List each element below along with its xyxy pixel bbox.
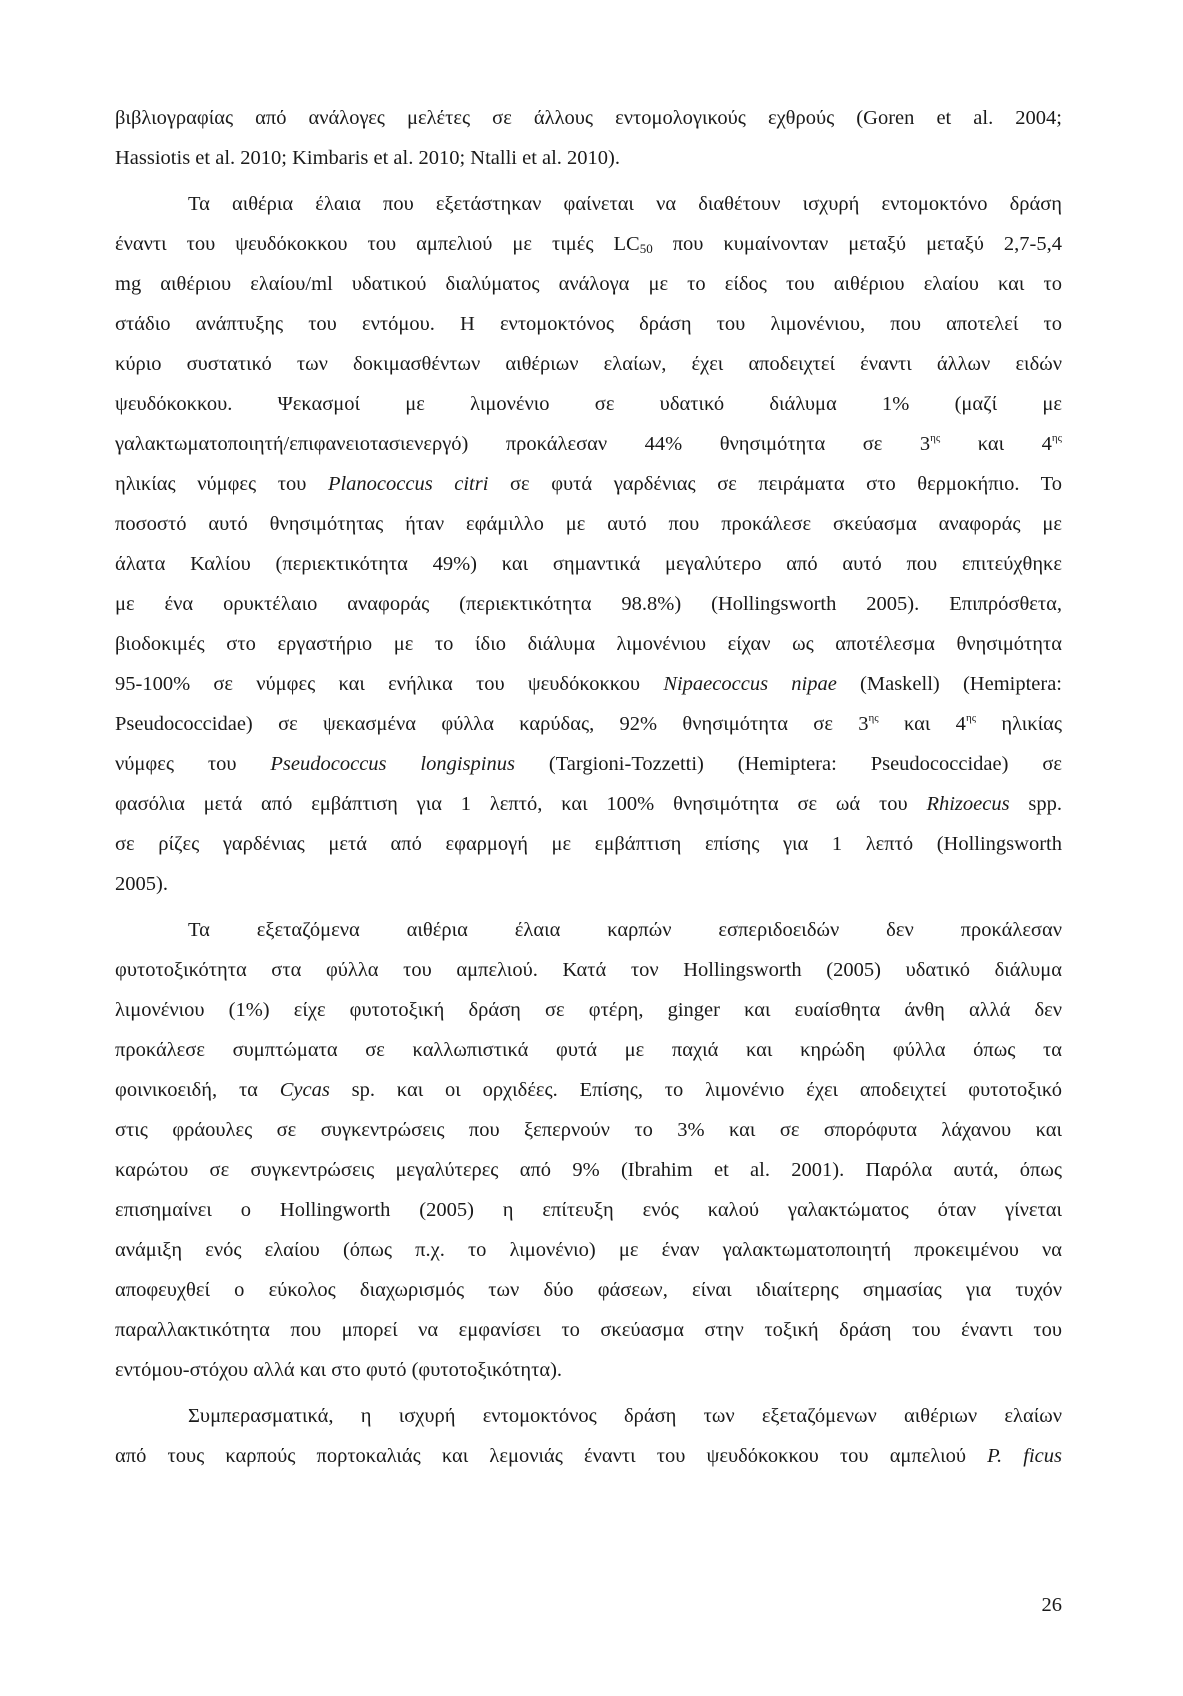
text-line: βιβλιογραφίας από ανάλογες μελέτες σε άλλους εντομολογικούς εχθρούς (Goren et al. 2004;: [115, 107, 1062, 129]
text-line: ηλικίας νύμφες του Planococcus citri σε φυτά γαρδένιας σε πειράματα στο θερμοκήπιο. Το: [115, 473, 1062, 495]
paragraph-start-line: Τα εξεταζόμενα αιθέρια έλαια καρπών εσπεριδοειδών δεν προκάλεσαν: [188, 919, 1062, 941]
text-line: βιοδοκιμές στο εργαστήριο με το ίδιο διάλυμα λιμονένιου είχαν ως αποτέλεσμα θνησιμότητα: [115, 633, 1062, 655]
text-line: 2005).: [115, 873, 168, 895]
species-name: Planococcus citri: [327, 473, 489, 495]
superscript: ης: [930, 432, 941, 444]
text-line: εντόμου-στόχου αλλά και στο φυτό (φυτοτοξικότητα).: [115, 1359, 563, 1381]
superscript: ης: [965, 712, 977, 724]
text-line: φασόλια μετά από εμβάπτιση για 1 λεπτό, και 100% θνησιμότητα σε ωά του Rhizoecus spp.: [115, 793, 1062, 815]
text-line: άλατα Καλίου (περιεκτικότητα 49%) και σημαντικά μεγαλύτερο από αυτό που επιτεύχθηκε: [115, 553, 1062, 575]
text-line: στις φράουλες σε συγκεντρώσεις που ξεπερνούν το 3% και σε σπορόφυτα λάχανου και: [115, 1119, 1062, 1141]
text-line: ποσοστό αυτό θνησιμότητας ήταν εφάμιλλο με αυτό που προκάλεσε σκεύασμα αναφοράς με: [115, 513, 1062, 535]
superscript: ης: [868, 712, 879, 724]
subscript: 50: [639, 241, 653, 256]
text-line: προκάλεσε συμπτώματα σε καλλωπιστικά φυτά με παχιά και κηρώδη φύλλα όπως τα: [115, 1039, 1062, 1061]
text-line: φυτοτοξικότητα στα φύλλα του αμπελιού. Κατά τον Hollingsworth (2005) υδατικό διάλυμα: [115, 959, 1062, 981]
superscript: ης: [1051, 432, 1063, 444]
species-name: Rhizoecus: [926, 793, 1010, 815]
paragraph-start-line: Συμπερασματικά, η ισχυρή εντομοκτόνος δράση των εξεταζόμενων αιθέριων ελαίων: [188, 1405, 1062, 1427]
genus-name: Cycas: [279, 1079, 330, 1101]
text-line: σε ρίζες γαρδένιας μετά από εφαρμογή με εμβάπτιση επίσης για 1 λεπτό (Hollingsworth: [115, 833, 1062, 855]
text-line: Hassiotis et al. 2010; Kimbaris et al. 2010; Ntalli et al. 2010).: [115, 147, 621, 169]
paragraph-start-line: Τα αιθέρια έλαια που εξετάστηκαν φαίνεται να διαθέτουν ισχυρή εντομοκτόνο δράση: [188, 193, 1062, 215]
text-line: ψευδόκοκκου. Ψεκασμοί με λιμονένιο σε υδατικό διάλυμα 1% (μαζί με: [115, 393, 1062, 415]
text-line: νύμφες του Pseudococcus longispinus (Targioni-Tozzetti) (Hemiptera: Pseudococcidae) σε: [115, 753, 1063, 775]
text-line: γαλακτωματοποιητή/επιφανειοτασιενεργό) προκάλεσαν 44% θνησιμότητα σε $3^{\eta\varsigma}$ και $4^{\eta\varsigma}$: [115, 432, 1063, 455]
text-line: λιμονένιου (1%) είχε φυτοτοξική δράση σε φτέρη, ginger και ευαίσθητα άνθη αλλά δεν: [115, 999, 1062, 1021]
text-line: φοινικοειδή, τα Cycas sp. και οι ορχιδέες. Επίσης, το λιμονένιο έχει αποδειχτεί φυτοτοξικό: [115, 1079, 1062, 1101]
text-line: από τους καρπούς πορτοκαλιάς και λεμονιάς έναντι του ψευδόκοκκου του αμπελιού P. ficus: [115, 1445, 1062, 1467]
species-name: Pseudococcus longispinus: [270, 753, 515, 775]
text-line: 95-100% σε νύμφες και ενήλικα του ψευδόκοκκου Nipaecoccus nipae (Maskell) (Hemiptera:: [115, 673, 1063, 695]
text-line: κύριο συστατικό των δοκιμασθέντων αιθέριων ελαίων, έχει αποδειχτεί έναντι άλλων ειδών: [115, 353, 1062, 375]
text-line: στάδιο ανάπτυξης του εντόμου. Η εντομοκτόνος δράση του λιμονένιου, που αποτελεί το: [115, 313, 1062, 335]
text-line: mg αιθέριου ελαίου/ml υδατικού διαλύματος ανάλογα με το είδος του αιθέριου ελαίου και το: [115, 273, 1062, 295]
text-line: αποφευχθεί ο εύκολος διαχωρισμός των δύο φάσεων, είναι ιδιαίτερης σημασίας για τυχόν: [115, 1279, 1062, 1301]
text-line: Pseudococcidae) σε ψεκασμένα φύλλα καρύδας, 92% θνησιμότητα σε $3^{\eta\varsigma}$ και $4^{\eta\varsigma}$ ηλικίας: [115, 712, 1063, 735]
species-name: P. ficus: [987, 1445, 1062, 1467]
text-line: ανάμιξη ενός ελαίου (όπως π.χ. το λιμονένιο) με έναν γαλακτωματοποιητή προκειμένου να: [115, 1239, 1062, 1261]
page-number: 26: [1041, 1594, 1062, 1616]
text-line: με ένα ορυκτέλαιο αναφοράς (περιεκτικότητα 98.8%) (Hollingsworth 2005). Επιπρόσθετα,: [115, 593, 1062, 615]
text-line: παραλλακτικότητα που μπορεί να εμφανίσει το σκεύασμα στην τοξική δράση του έναντι του: [115, 1319, 1062, 1341]
text-line: επισημαίνει ο Hollingworth (2005) η επίτευξη ενός καλού γαλακτώματος όταν γίνεται: [115, 1199, 1062, 1221]
text-line: καρώτου σε συγκεντρώσεις μεγαλύτερες από 9% (Ibrahim et al. 2001). Παρόλα αυτά, όπως: [115, 1159, 1062, 1181]
text-line: έναντι του ψευδόκοκκου του αμπελιού με τιμές $LC_{50}$ που κυμαίνονταν μεταξύ μεταξύ 2,7-5,4: [115, 233, 1063, 256]
species-name: Nipaecoccus nipae: [663, 673, 837, 695]
